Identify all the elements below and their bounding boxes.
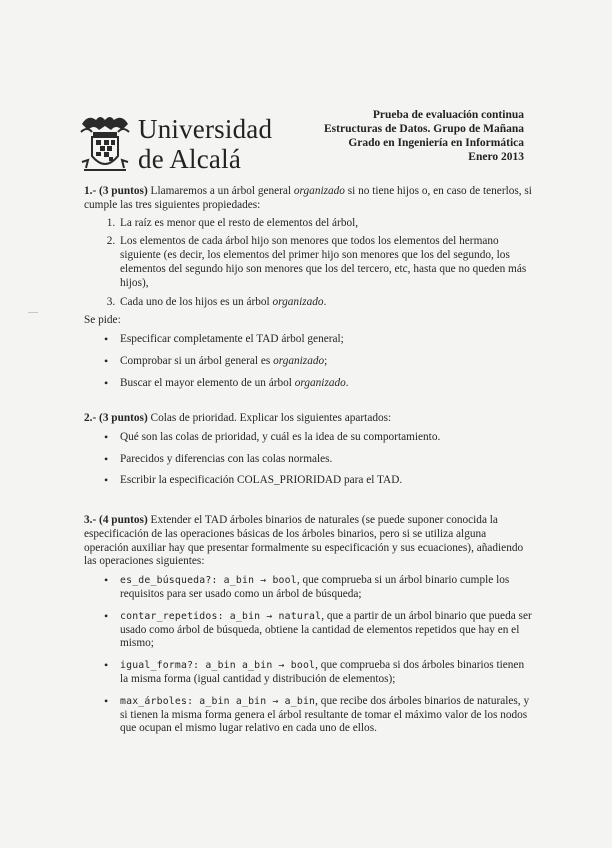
operation-signature: max_árboles: a_bin a_bin → a_bin bbox=[120, 695, 316, 707]
bullet-icon: • bbox=[104, 658, 109, 673]
bullet-icon: • bbox=[104, 353, 109, 368]
task-item: • Comprobar si un árbol general es organizado; bbox=[104, 353, 328, 368]
course-name: Estructuras de Datos. Grupo de Mañana bbox=[324, 123, 524, 135]
task-item: • Escribir la especificación COLAS_PRIORIDAD para el TAD. bbox=[104, 473, 403, 488]
question-2-intro: 2.- (3 puntos) Colas de prioridad. Explicar los siguientes apartados: bbox=[84, 412, 392, 424]
operation-description: , que comprueba si dos árboles binarios tienen la misma forma (igual cantidad y distribución de elementos); bbox=[120, 659, 525, 685]
operation-signature: igual_forma?: a_bin a_bin → bool bbox=[120, 660, 316, 672]
question-1-intro: 1.- (3 puntos) Llamaremos a un árbol general organizado si no tiene hijos o, en caso de tenerlos, si cumple las tres siguientes propiedades: bbox=[84, 185, 532, 211]
task-item: • Especificar completamente el TAD árbol general; bbox=[104, 332, 344, 347]
operation-signature: contar_repetidos: a_bin → natural bbox=[120, 610, 322, 622]
question-2 bbox=[84, 412, 532, 496]
university-name-line1: Universidad bbox=[138, 114, 273, 144]
bullet-icon: • bbox=[104, 608, 109, 623]
university-logo bbox=[78, 110, 278, 180]
question-2-number: 2.- (3 puntos) bbox=[84, 412, 148, 424]
bullet-icon: • bbox=[104, 375, 109, 390]
bullet-icon: • bbox=[104, 332, 109, 347]
university-name-line2: de Alcalá bbox=[138, 144, 241, 174]
bullet-icon: • bbox=[104, 473, 109, 488]
exam-title: Prueba de evaluación continua bbox=[372, 109, 524, 121]
operation-description: , que recibe dos árboles binarios de naturales, y si tienen la misma forma genera el árbol resultante de tomar el máximo valor de los nodos que ocupan el mismo lugar relativo en cada uno de ellos. bbox=[120, 694, 530, 735]
operation-signature: es_de_búsqueda?: a_bin → bool bbox=[120, 575, 297, 587]
operation-item bbox=[104, 608, 532, 651]
task-item: • Qué son las colas de prioridad, y cuál es la idea de su comportamiento. bbox=[104, 429, 441, 444]
task-item: • Parecidos y diferencias con las colas normales. bbox=[104, 451, 333, 466]
question-3-operations bbox=[84, 574, 532, 736]
property-item: 1. La raíz es menor que el resto de elementos del árbol, bbox=[118, 217, 532, 231]
operation-description: , que comprueba si un árbol binario cumple los requisitos para ser usado como un árbol de búsqueda; bbox=[120, 574, 510, 600]
property-item: 3. Cada uno de los hijos es un árbol organizado. bbox=[118, 296, 532, 310]
bullet-icon: • bbox=[104, 573, 109, 588]
question-1-tasks bbox=[84, 333, 532, 390]
operation-item bbox=[104, 693, 532, 736]
question-3-intro: 3.- (4 puntos) Extender el TAD árboles binarios de naturales (se puede suponer conocida la especificación de las operaciones básicas de los árboles binarios, pero si se utiliza alguna operación auxiliar hay que presentar formalmente su especificación y sus ecuaciones), añadiendo las operaciones siguientes: bbox=[84, 514, 524, 568]
bullet-icon: • bbox=[104, 693, 109, 708]
property-item: 2. Los elementos de cada árbol hijo son menores que todos los elementos del hermano siguiente (es decir, los elementos del primer hijo son menores que los del segundo, los elementos del segundo hijo son menores que los del tercero, etc, hasta que no queden más hijos), bbox=[118, 235, 532, 290]
exam-header bbox=[300, 108, 524, 164]
degree-name: Grado en Ingeniería en Informática bbox=[348, 137, 524, 149]
question-2-tasks bbox=[84, 431, 532, 488]
se-pide-label: Se pide: bbox=[84, 314, 121, 327]
task-item: • Buscar el mayor elemento de un árbol organizado. bbox=[104, 375, 349, 390]
margin-mark bbox=[28, 312, 38, 313]
question-1-number: 1.- (3 puntos) bbox=[84, 185, 148, 197]
bullet-icon: • bbox=[104, 451, 109, 466]
exam-date: Enero 2013 bbox=[468, 151, 524, 163]
operation-item bbox=[104, 658, 532, 687]
bullet-icon: • bbox=[104, 429, 109, 444]
university-name bbox=[138, 114, 272, 174]
question-3-number: 3.- (4 puntos) bbox=[84, 514, 148, 526]
question-3 bbox=[84, 514, 532, 744]
university-crest-icon bbox=[78, 110, 132, 176]
operation-item bbox=[104, 573, 532, 602]
question-1 bbox=[84, 185, 532, 399]
operation-description: , que a partir de un árbol binario que pueda ser usado como árbol de búsqueda, obtiene la cantidad de elementos repetidos que hay en el mismo; bbox=[120, 609, 532, 650]
question-1-properties bbox=[84, 217, 532, 310]
